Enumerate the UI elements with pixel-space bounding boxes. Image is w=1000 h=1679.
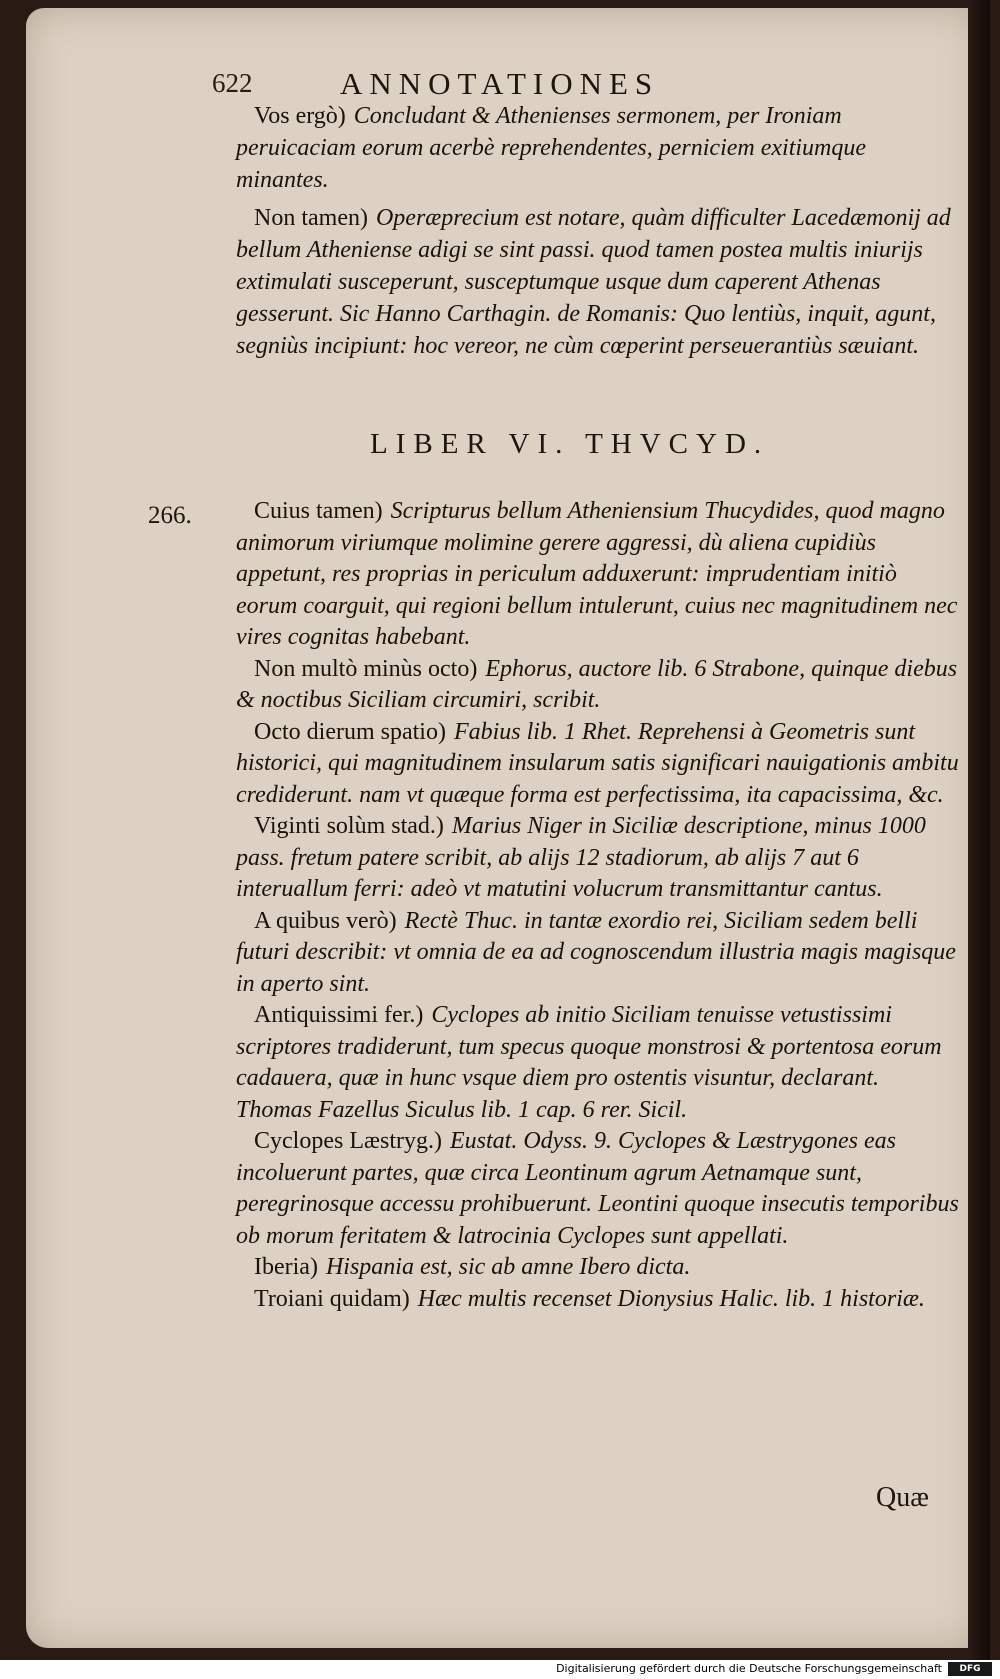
commentary: Fabius lib. 1 Rhet. Reprehensi à Geometris sunt historici, qui magnitudinem insularum satis significari nauigationis ambitu crediderunt. nam vt quæque forma est perfectissima, ita capacissima, &c. — [236, 718, 959, 808]
lemma: Vos ergò) — [254, 103, 346, 129]
annotation-paragraph — [236, 1126, 960, 1252]
lemma: A quibus verò) — [254, 907, 397, 934]
section-title: LIBER VI. THVCYD. — [370, 428, 770, 460]
commentary: Ephorus, auctore lib. 6 Strabone, quinque diebus & noctibus Siciliam circumiri, scribit. — [236, 655, 958, 713]
lemma: Non tamen) — [254, 205, 368, 231]
annotation-paragraph — [236, 1284, 960, 1316]
lemma: Troiani quidam) — [254, 1285, 410, 1312]
annotation-paragraph — [236, 100, 960, 196]
commentary: Rectè Thuc. in tantæ exordio rei, Siciliam sedem belli futuri describit: vt omnia de ea ad cognoscendum illustria magis magisque in aperto sint. — [236, 907, 956, 997]
commentary: Marius Niger in Siciliæ descriptione, minus 1000 pass. fretum patere scribit, ab alijs 12 stadiorum, ab alijs 7 aut 6 interuallum ferri: adeò vt matutini volucrum transmittantur cantus. — [236, 813, 926, 902]
page-header — [212, 62, 812, 102]
lemma: Cyclopes Læstryg.) — [254, 1128, 442, 1154]
lemma: Viginti solùm stad.) — [254, 813, 444, 839]
commentary: Scripturus bellum Atheniensium Thucydides, quod magno animorum viriumque molimine gerere aggressi, dù aliena cupidiùs appetunt, res proprias in periculum adduxerunt: imprudentiam initiò eorum coarguit, qui regioni bellum intulerunt, cuius nec magnitudinem nec vires cognitas habebant. — [236, 498, 958, 650]
annotation-paragraph — [236, 717, 960, 812]
page-number: 622 — [212, 68, 253, 98]
dfg-logo-icon: DFG — [948, 1662, 992, 1676]
page-edge — [968, 0, 990, 1660]
annotation-paragraph — [236, 811, 960, 906]
commentary: Cyclopes ab initio Siciliam tenuisse vetustissimi scriptores tradiderunt, tum specus quoque monstrosi & portentosa eorum cadauera, quæ in hunc vsque diem pro ostentis visuntur, declarant. Thomas Fazellus Siculus lib. 1 cap. 6 rer. Sicil. — [236, 1002, 942, 1123]
lemma: Octo dierum spatio) — [254, 718, 446, 745]
margin-number: 266. — [148, 502, 192, 529]
lemma: Cuius tamen) — [254, 498, 383, 524]
lemma: Iberia) — [254, 1254, 318, 1280]
lemma: Non multò minùs octo) — [254, 655, 478, 682]
running-title: ANNOTATIONES — [340, 66, 660, 101]
commentary: Hispania est, sic ab amne Ibero dicta. — [325, 1254, 691, 1280]
annotation-paragraph — [236, 906, 960, 1001]
annotations-block-1 — [236, 100, 960, 362]
commentary: Hæc multis recenset Dionysius Halic. lib. 1 historiæ. — [417, 1285, 925, 1312]
lemma: Antiquissimi fer.) — [254, 1002, 424, 1028]
annotation-paragraph — [236, 496, 960, 654]
annotation-paragraph — [236, 202, 960, 362]
catchword: Quæ — [876, 1482, 929, 1513]
footer-bar — [0, 1660, 1000, 1679]
commentary: Concludant & Athenienses sermonem, per Ironiam peruicaciam eorum acerbè reprehendentes, perniciem exitiumque minantes. — [236, 103, 867, 193]
commentary: Operæprecium est notare, quàm difficulter Lacedæmonij ad bellum Atheniense adigi se sint passi. quod tamen postea multis iniurijs extimulati susceperunt, susceptumque usque dum caperent Athenas gesserunt. Sic Hanno Carthagin. de Romanis: Quo lentiùs, inquit, agunt, segniùs incipiunt: hoc vereor, ne cùm cœperint perseuerantiùs sæuiant. — [236, 205, 951, 359]
annotation-paragraph — [236, 654, 960, 717]
annotation-paragraph — [236, 1000, 960, 1126]
funding-credit: Digitalisierung gefördert durch die Deutsche Forschungsgemeinschaft — [556, 1662, 942, 1675]
annotations-block-2 — [236, 496, 960, 1315]
commentary: Eustat. Odyss. 9. Cyclopes & Læstrygones eas incoluerunt partes, quæ circa Leontinum agrum Aetnamque sunt, peregrinosque accessu prohibuerunt. Leontini quoque insecutis temporibus ob morum feritatem & latrocinia Cyclopes sunt appellati. — [236, 1128, 959, 1249]
annotation-paragraph — [236, 1252, 960, 1284]
